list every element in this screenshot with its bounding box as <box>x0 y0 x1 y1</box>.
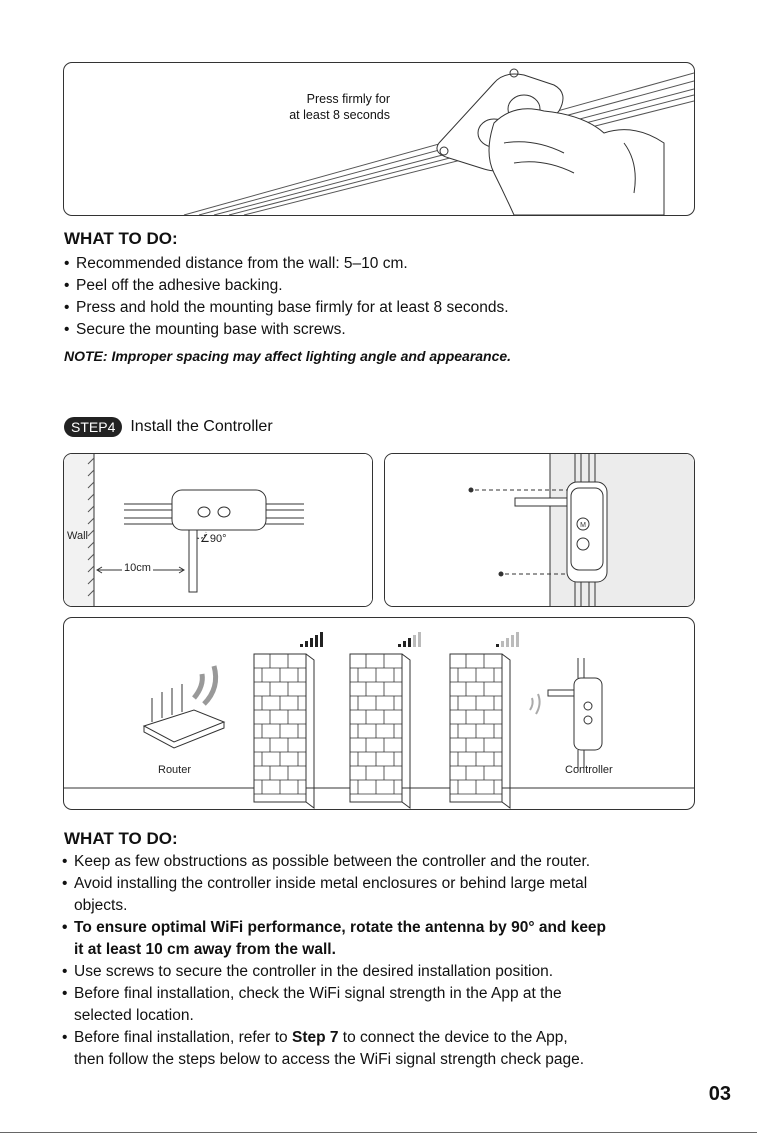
note-text: NOTE: Improper spacing may affect lighting angle and appearance. <box>64 348 512 364</box>
section2-item <box>62 983 712 1027</box>
section2-item <box>62 917 712 961</box>
angle-label: ∠90° <box>200 533 227 545</box>
signal-bars-weak <box>496 632 519 647</box>
what-to-do-heading-2: WHAT TO DO: <box>64 829 178 848</box>
section1-item: • Press and hold the mounting base firmly for at least 8 seconds. <box>64 297 704 319</box>
item3-line2: it at least 10 cm away from the wall. <box>74 941 336 958</box>
item3-line1: To ensure optimal WiFi performance, rotate the antenna by 90° and keep <box>74 919 607 936</box>
press-caption-line2: at least 8 seconds <box>289 108 390 122</box>
section2-list <box>62 851 712 1071</box>
item2-line2: objects. <box>74 897 128 914</box>
item2-line1: Avoid installing the controller inside metal enclosures or behind large metal <box>74 875 588 892</box>
item4-text: Use screws to secure the controller in the desired installation position. <box>74 963 554 980</box>
distance-label: 10cm <box>124 562 151 574</box>
router-label: Router <box>158 764 192 776</box>
wall-label: Wall <box>67 530 88 542</box>
section1-item: • Peel off the adhesive backing. <box>64 275 704 297</box>
what-to-do-heading-1: WHAT TO DO: <box>64 229 178 248</box>
section2-item <box>62 873 712 917</box>
press-caption <box>254 91 390 123</box>
step-title: Install the Controller <box>130 418 273 435</box>
figure-controller-screws <box>384 453 695 607</box>
step-badge: STEP4 <box>64 417 122 437</box>
figure-wifi-obstructions <box>63 617 695 810</box>
signal-bars-strong <box>300 632 323 647</box>
press-mounting-illustration <box>64 63 694 215</box>
svg-text:M: M <box>580 522 586 529</box>
bottom-rule <box>0 1132 757 1133</box>
item5-line2: selected location. <box>74 1007 194 1024</box>
section2-item <box>62 1027 712 1071</box>
controller-front-illustration <box>385 454 694 606</box>
page-number: 03 <box>708 1083 731 1105</box>
section1-item: • Secure the mounting base with screws. <box>64 319 704 341</box>
item6-pre: Before final installation, refer to <box>74 1029 292 1046</box>
controller-side-illustration <box>64 454 372 606</box>
item1-text: Keep as few obstructions as possible between the controller and the router. <box>74 853 591 870</box>
section2-item <box>62 961 712 983</box>
signal-bars-medium <box>398 632 421 647</box>
item6-line2: then follow the steps below to access the WiFi signal strength check page. <box>74 1051 585 1068</box>
figure-controller-wall-distance <box>63 453 373 607</box>
figure-press-mounting-base <box>63 62 695 216</box>
section2-item <box>62 851 712 873</box>
controller-label: Controller <box>565 764 613 776</box>
item6-post: to connect the device to the App, <box>338 1029 568 1046</box>
step4-heading <box>64 417 273 437</box>
item5-line1: Before final installation, check the WiFi signal strength in the App at the <box>74 985 562 1002</box>
section1-list <box>64 253 704 341</box>
press-caption-line1: Press firmly for <box>306 92 390 106</box>
item6-step-ref: Step 7 <box>291 1029 339 1046</box>
section1-item: • Recommended distance from the wall: 5–10 cm. <box>64 253 704 275</box>
wifi-obstruction-illustration <box>64 618 694 809</box>
